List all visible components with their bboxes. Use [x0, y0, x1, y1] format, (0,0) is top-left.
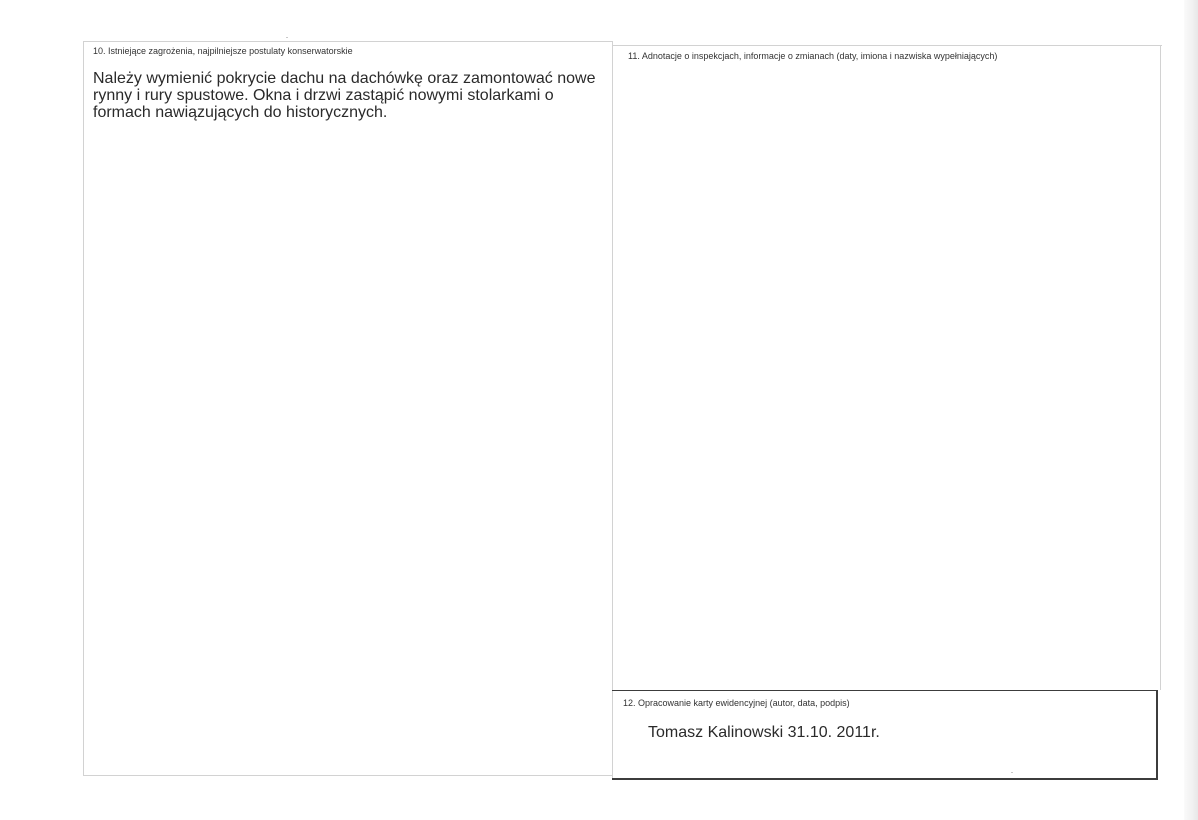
frame-left	[83, 41, 84, 775]
scan-edge-shadow	[1184, 0, 1198, 820]
section10-label: 10. Istniejące zagrożenia, najpilniejsze postulaty konserwatorskie	[93, 46, 353, 56]
section12-author-entry: Tomasz Kalinowski 31.10. 2011r.	[648, 724, 880, 741]
frame-top-left	[83, 41, 612, 42]
section10-content: Należy wymienić pokrycie dachu na dachówkę oraz zamontować nowe rynny i rury spustowe. Okna i drzwi zastąpić nowymi stolarkami o formach nawiązujących do historycznych.	[93, 70, 596, 121]
frame-bottom-left	[83, 775, 612, 776]
section12-bottom-border	[612, 778, 1158, 780]
section12-label: 12. Opracowanie karty ewidencyjnej (autor, data, podpis)	[623, 698, 850, 708]
section12-top-border	[612, 690, 1158, 691]
scan-speck	[1011, 772, 1013, 773]
scan-speck	[286, 37, 288, 38]
frame-middle-divider	[612, 41, 613, 778]
section12-right-border	[1156, 690, 1158, 779]
section11-label: 11. Adnotacje o inspekcjach, informacje o zmianach (daty, imiona i nazwiska wypełniających)	[628, 51, 998, 61]
frame-top-right	[612, 45, 1162, 46]
frame-right	[1160, 45, 1161, 690]
